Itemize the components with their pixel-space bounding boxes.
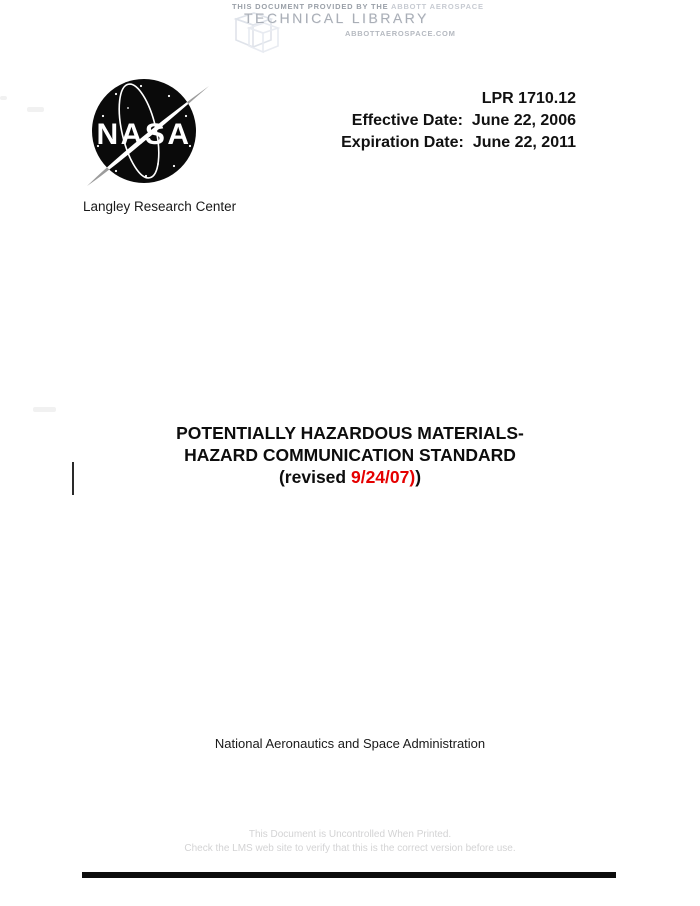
title-line-2: HAZARD COMMUNICATION STANDARD (184, 445, 516, 465)
nasa-logo (86, 76, 210, 190)
expiration-date-value: June 22, 2011 (472, 134, 576, 151)
revision-date: 9/24/07) (350, 467, 416, 487)
watermark-provided-text: THIS DOCUMENT PROVIDED BY THE (232, 2, 389, 11)
document-title (0, 422, 700, 488)
title-line-1: POTENTIALLY HAZARDOUS MATERIALS- (176, 423, 524, 443)
title-revision-line (0, 466, 700, 488)
watermark-website: ABBOTTAEROSPACE.COM (345, 29, 456, 38)
revision-prefix: (revised (278, 467, 351, 487)
watermark-brand-text: ABBOTT AEROSPACE (391, 2, 484, 11)
document-number: LPR 1710.12 (481, 90, 576, 107)
effective-date-value: June 22, 2006 (471, 112, 576, 129)
uncontrolled-note-line-2: Check the LMS web site to verify that this is the correct version before use. (184, 842, 516, 854)
effective-date-label: Effective Date: (351, 112, 463, 129)
scan-artifact (33, 407, 56, 412)
watermark-library-title: TECHNICAL LIBRARY (244, 10, 429, 26)
expiration-date-row (341, 132, 576, 154)
uncontrolled-note (0, 828, 700, 855)
document-meta-block (341, 88, 576, 154)
expiration-date-label: Expiration Date: (341, 134, 464, 151)
scan-artifact (0, 96, 7, 100)
revision-suffix: ) (415, 467, 422, 487)
scan-artifact (27, 107, 44, 112)
bottom-bar (82, 872, 616, 878)
uncontrolled-note-line-1: This Document is Uncontrolled When Printed. (248, 829, 452, 840)
effective-date-row (341, 110, 576, 132)
agency-name: National Aeronautics and Space Administration (214, 736, 486, 751)
center-name: Langley Research Center (83, 199, 237, 214)
nasa-logo-text: NASA (96, 118, 192, 151)
